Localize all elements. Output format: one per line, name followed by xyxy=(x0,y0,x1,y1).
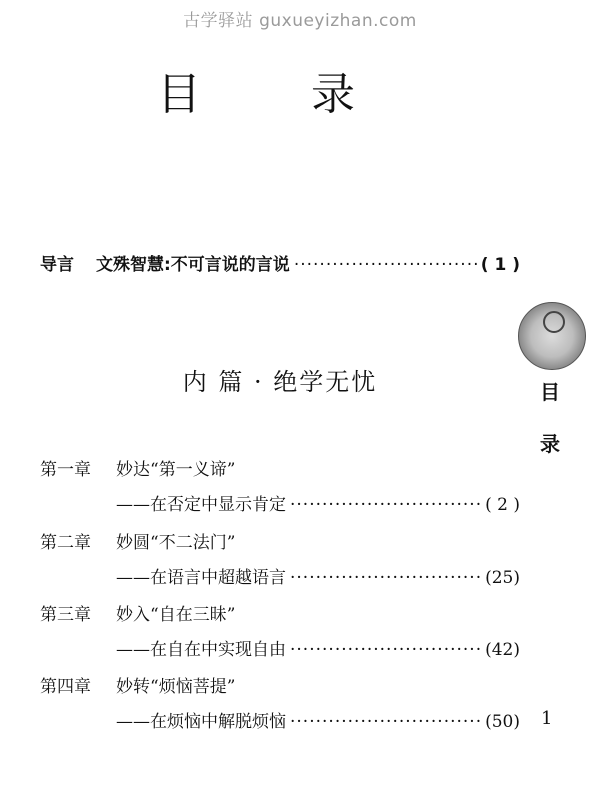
chapter-entry xyxy=(116,563,520,588)
chapter-number: 第三章 xyxy=(40,605,91,625)
leader-dots xyxy=(290,568,481,588)
chapter-entry xyxy=(116,635,520,660)
chapter-subtitle: ——在自在中实现自由 xyxy=(116,640,286,660)
intro-page: ( 1 ) xyxy=(480,255,520,275)
chapter-subtitle: ——在否定中显示肯定 xyxy=(116,495,286,515)
chapter-number: 第四章 xyxy=(40,677,91,697)
chapter-heading xyxy=(40,600,520,625)
chapter-entry xyxy=(116,707,520,732)
side-tab-char-1: 目 xyxy=(540,380,560,404)
chapter-heading xyxy=(40,455,520,480)
chapter-heading xyxy=(40,528,520,553)
chapter-page: (50) xyxy=(485,712,520,732)
page-title: 目 录 xyxy=(157,69,403,120)
intro-label: 导言 xyxy=(40,255,74,275)
chapter-page: ( 2 ) xyxy=(485,495,520,515)
watermark: 古学驿站 guxueyizhan.com xyxy=(183,11,417,31)
chapter-subtitle: ——在语言中超越语言 xyxy=(116,568,286,588)
intro-text: 文殊智慧:不可言说的言说 xyxy=(96,255,290,275)
chapter-number: 第二章 xyxy=(40,533,91,553)
side-tab-char-2: 录 xyxy=(540,432,560,456)
seal-icon xyxy=(518,302,586,370)
chapter-title: 妙圆“不二法门” xyxy=(116,533,236,553)
leader-dots xyxy=(290,712,481,732)
intro-entry xyxy=(40,250,520,275)
chapter-subtitle: ——在烦恼中解脱烦恼 xyxy=(116,712,286,732)
chapter-page: (42) xyxy=(485,640,520,660)
leader-dots xyxy=(290,640,481,660)
chapter-number: 第一章 xyxy=(40,460,91,480)
page-number: 1 xyxy=(541,708,553,729)
section-title: 内 篇 · 绝学无忧 xyxy=(182,368,378,396)
chapter-page: (25) xyxy=(485,568,520,588)
chapter-title: 妙达“第一义谛” xyxy=(116,460,236,480)
leader-dots xyxy=(290,495,481,515)
leader-dots xyxy=(294,255,477,275)
chapter-title: 妙入“自在三昧” xyxy=(116,605,236,625)
chapter-entry xyxy=(116,490,520,515)
chapter-heading xyxy=(40,672,520,697)
chapter-title: 妙转“烦恼菩提” xyxy=(116,677,236,697)
